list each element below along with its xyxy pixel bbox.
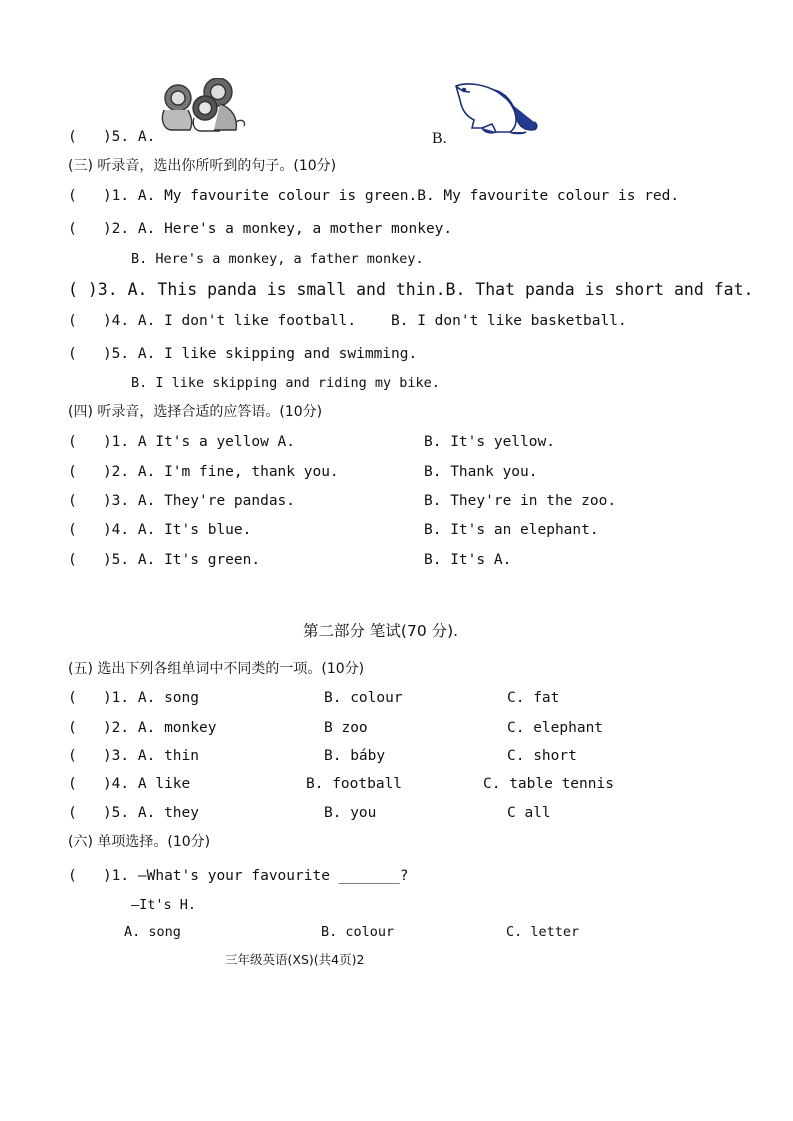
paren-open: ( [68, 129, 77, 145]
option-b-text: B. báby [324, 748, 386, 764]
option-b-text: B. colour [321, 924, 395, 940]
question-row: ( )1. —What's your favourite _______? [68, 868, 409, 884]
answer-blank[interactable] [77, 129, 103, 145]
option-b-text: B. It's yellow. [424, 434, 555, 450]
option-b-text: B. colour [324, 690, 403, 706]
question-row: ( )3. A. This panda is small and thin.B. That panda is short and fat. [68, 280, 754, 299]
answer-blank[interactable] [77, 313, 103, 329]
section-3-heading: (三) 听录音，选出你所听到的句子。(10分) [68, 158, 337, 174]
option-c-text: C. short [507, 748, 577, 764]
answer-blank[interactable] [77, 776, 103, 792]
answer-blank[interactable] [77, 493, 103, 509]
option-b-text: B. It's an elephant. [424, 522, 599, 538]
answer-blank[interactable] [77, 690, 103, 706]
option-b-text: B. football [306, 776, 403, 792]
option-c-text: C. table tennis [483, 776, 614, 792]
question-row: ( )2. A. Here's a monkey, a mother monkey. [68, 221, 453, 237]
answer-blank[interactable] [77, 868, 103, 884]
section-4-heading: (四) 听录音，选择合适的应答语。(10分) [68, 404, 323, 420]
answer-blank[interactable] [77, 221, 103, 237]
section-5-heading: (五) 选出下列各组单词中不同类的一项。(10分) [68, 661, 365, 677]
answer-line: —It's H. [131, 897, 197, 913]
option-b-text: B zoo [324, 720, 368, 736]
question-row: ( )1. A. My favourite colour is green.B. My favourite colour is red. [68, 188, 680, 204]
answer-blank[interactable] [78, 280, 88, 299]
answer-blank[interactable] [77, 346, 103, 362]
polar-bear-picture [452, 80, 542, 136]
option-b-text: B. I like skipping and riding my bike. [131, 375, 440, 391]
question-row: ( )5. A. I like skipping and swimming. [68, 346, 418, 362]
option-b-text: B. It's A. [424, 552, 512, 568]
question-row: ( )5. A. they [68, 805, 199, 821]
option-a-text: A. song [124, 924, 181, 940]
option-b-text: B. Thank you. [424, 464, 538, 480]
option-b-text: B. I don't like basketball. [391, 313, 627, 329]
answer-blank[interactable] [77, 805, 103, 821]
option-b-label: B. [432, 130, 447, 147]
lions-picture [150, 78, 250, 134]
option-c-text: C. elephant [507, 720, 604, 736]
question-row: ( )4. A. I don't like football. [68, 313, 357, 329]
question-row: ( )2. A. monkey [68, 720, 217, 736]
question-row: ( )1. A. song [68, 690, 199, 706]
option-a-label: A. [137, 129, 156, 145]
answer-blank[interactable] [77, 434, 103, 450]
answer-blank[interactable] [77, 464, 103, 480]
answer-blank[interactable] [77, 748, 103, 764]
option-b-text: B. Here's a monkey, a father monkey. [131, 251, 424, 267]
answer-blank[interactable] [77, 552, 103, 568]
section-6-heading: (六) 单项选择。(10分) [68, 834, 211, 850]
answer-blank[interactable] [77, 720, 103, 736]
option-b-text: B. you [324, 805, 377, 821]
option-c-text: C. letter [506, 924, 580, 940]
question-row: ( )4. A like [68, 776, 191, 792]
part-2-title: 第二部分 笔试(70 分). [303, 622, 459, 640]
answer-blank[interactable] [77, 522, 103, 538]
question-row: ( )3. A. thin [68, 748, 199, 764]
answer-blank[interactable] [77, 188, 103, 204]
question-number: )5. [102, 129, 130, 145]
question-row: ( )4. A. It's blue. [68, 522, 252, 538]
question-row: ( )3. A. They're pandas. [68, 493, 296, 509]
question-row: ( )1. A It's a yellow A. [68, 434, 296, 450]
option-c-text: C. fat [507, 690, 560, 706]
page-footer: 三年级英语(XS)(共4页)2 [225, 952, 365, 967]
question-row: ( )5. A. It's green. [68, 552, 261, 568]
option-b-text: B. They're in the zoo. [424, 493, 617, 509]
option-c-text: C all [507, 805, 551, 821]
question-row: ( )2. A. I'm fine, thank you. [68, 464, 339, 480]
